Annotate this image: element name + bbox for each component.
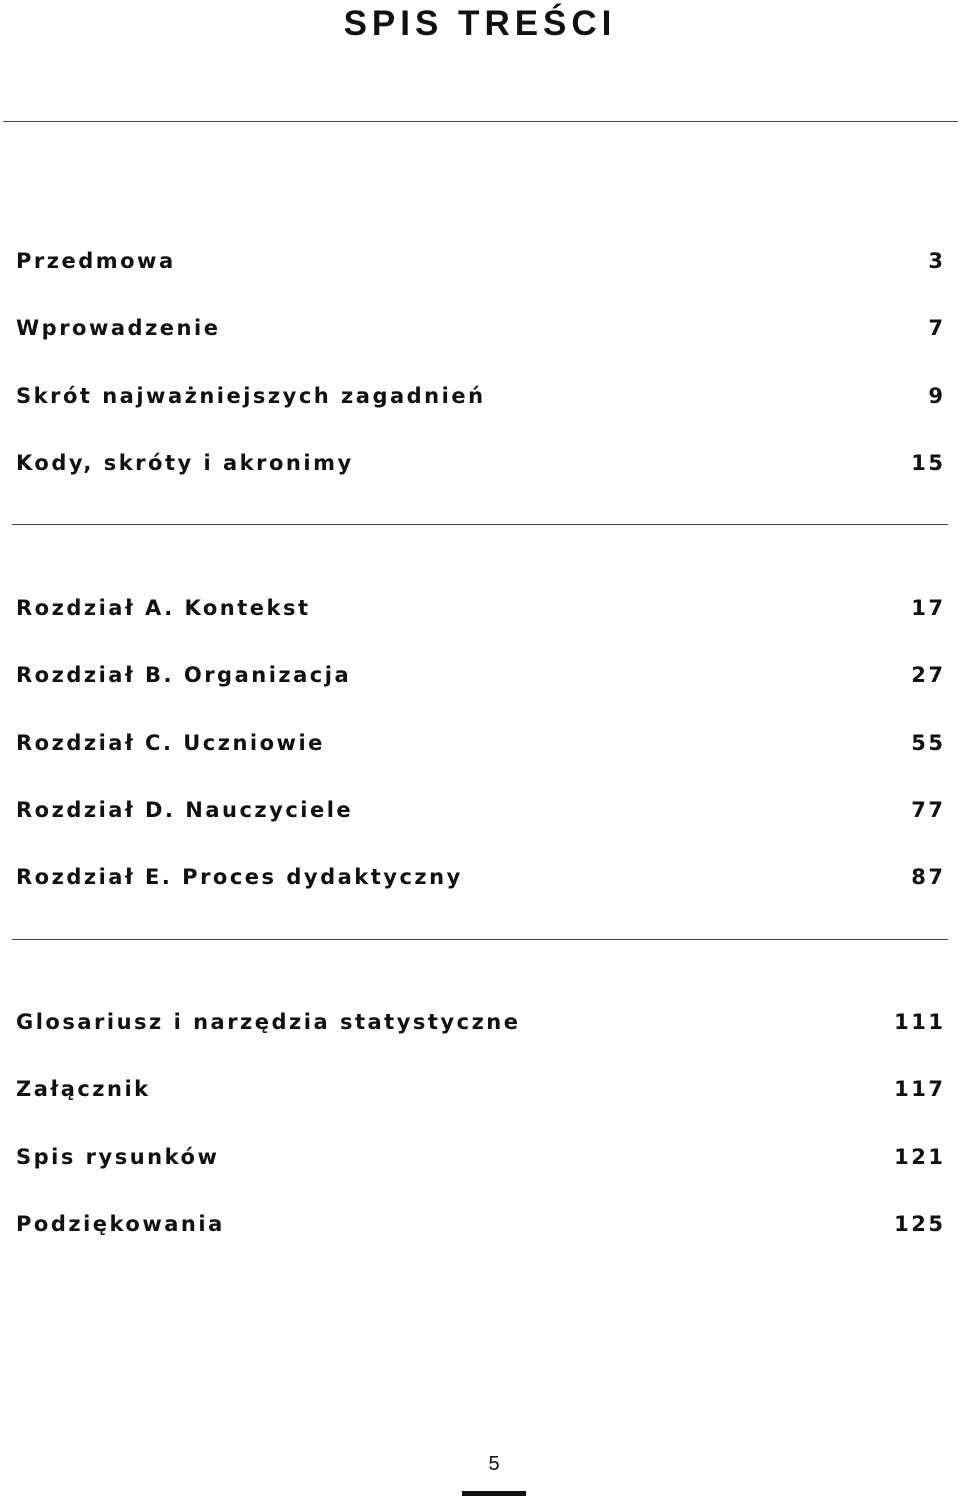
toc-entry[interactable] [16, 1208, 946, 1240]
toc-entry-label: Spis rysunków [16, 1145, 220, 1169]
toc-entry-label: Skrót najważniejszych zagadnień [16, 384, 486, 408]
page-number: 5 [488, 1453, 500, 1475]
toc-entry-label: Glosariusz i narzędzia statystyczne [16, 1010, 521, 1034]
section-divider [12, 939, 948, 940]
toc-entry-label: Przedmowa [16, 249, 176, 273]
page-title: SPIS TREŚCI [343, 4, 617, 43]
toc-entry-page: 17 [911, 596, 946, 620]
toc-entry-page: 125 [894, 1212, 946, 1236]
toc-entry-page: 3 [928, 249, 946, 273]
toc-entry-page: 15 [911, 451, 946, 475]
toc-entry-label: Kody, skróty i akronimy [16, 451, 354, 475]
toc-entry[interactable] [16, 312, 946, 344]
toc-entry[interactable] [16, 861, 946, 893]
toc-entry-label: Rozdział D. Nauczyciele [16, 798, 354, 822]
toc-entry-label: Rozdział C. Uczniowie [16, 731, 325, 755]
toc-entry[interactable] [16, 592, 946, 624]
toc-entry-page: 121 [894, 1145, 946, 1169]
toc-entry[interactable] [16, 380, 946, 412]
toc-entry[interactable] [16, 1006, 946, 1038]
toc-entry-page: 9 [928, 384, 946, 408]
section-divider [12, 524, 948, 525]
toc-entry[interactable] [16, 1073, 946, 1105]
toc-entry-page: 117 [894, 1077, 946, 1101]
toc-entry-page: 111 [894, 1010, 946, 1034]
page-number-bar [462, 1491, 526, 1496]
toc-entry[interactable] [16, 447, 946, 479]
toc-entry[interactable] [16, 659, 946, 691]
toc-entry-label: Wprowadzenie [16, 316, 221, 340]
toc-entry-label: Rozdział A. Kontekst [16, 596, 311, 620]
toc-entry-page: 77 [911, 798, 946, 822]
title-divider [3, 121, 958, 122]
toc-entry-label: Rozdział E. Proces dydaktyczny [16, 865, 463, 889]
toc-entry-label: Podziękowania [16, 1212, 225, 1236]
toc-entry-page: 55 [911, 731, 946, 755]
toc-entry[interactable] [16, 245, 946, 277]
toc-entry[interactable] [16, 1141, 946, 1173]
toc-entry-label: Załącznik [16, 1077, 151, 1101]
toc-entry[interactable] [16, 794, 946, 826]
toc-entry-page: 7 [928, 316, 946, 340]
toc-entry[interactable] [16, 727, 946, 759]
toc-entry-page: 27 [911, 663, 946, 687]
toc-entry-label: Rozdział B. Organizacja [16, 663, 352, 687]
toc-entry-page: 87 [911, 865, 946, 889]
